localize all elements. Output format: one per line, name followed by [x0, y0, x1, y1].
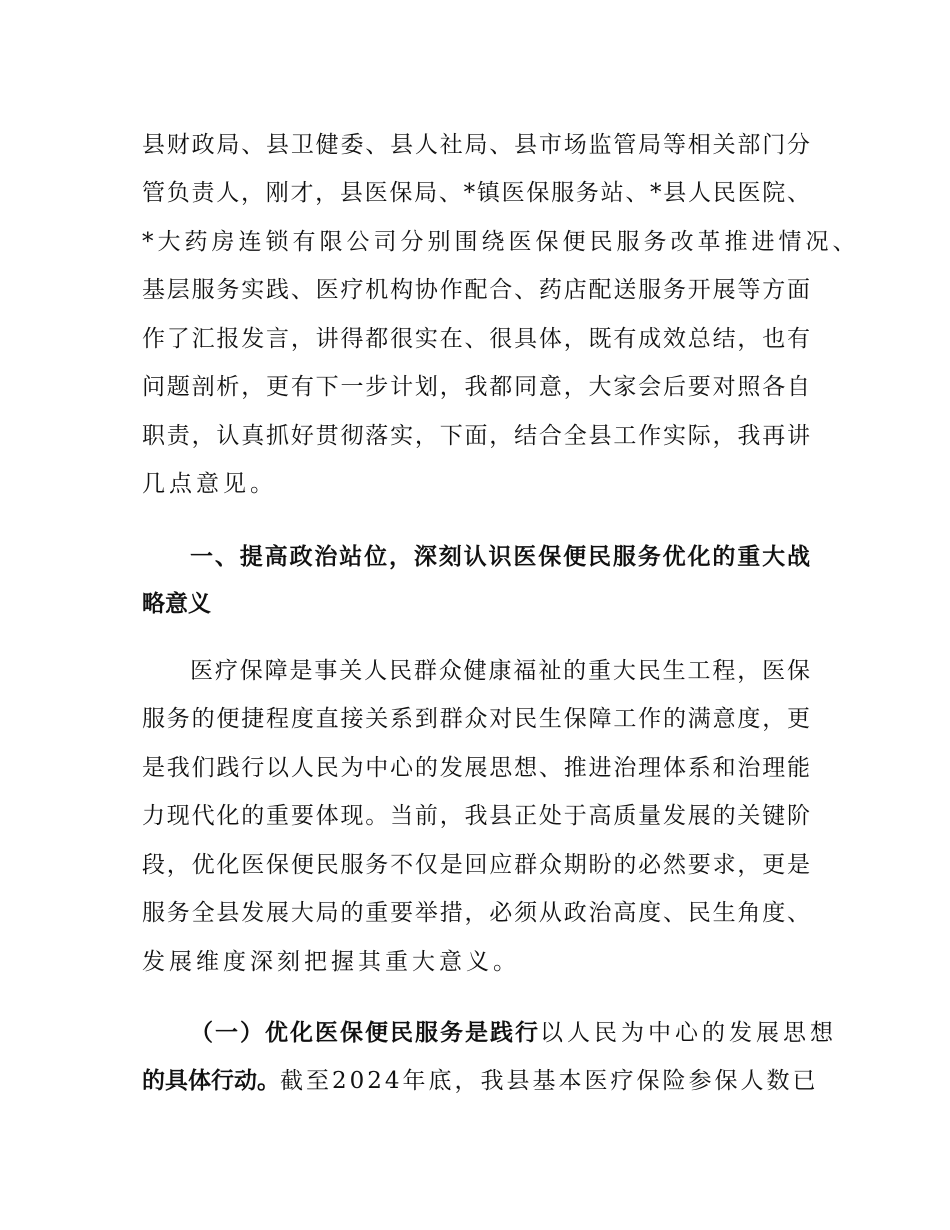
body-line: 医疗保障是事关人民群众健康福祉的重大民生工程，医保 [190, 658, 810, 684]
body-line: *大药房连锁有限公司分别围绕医保便民服务改革推进情况、 [142, 229, 860, 255]
body-line: 段，优化医保便民服务不仅是回应群众期盼的必然要求，更是 [142, 852, 810, 878]
body-line: 县财政局、县卫健委、县人社局、县市场监管局等相关部门分 [142, 132, 810, 158]
body-line: 职责，认真抓好贯彻落实，下面，结合全县工作实际，我再讲 [142, 423, 810, 449]
body-text: 截至2024年底，我县基本医疗保险参保人数已 [280, 1068, 819, 1094]
subheading-line [190, 1018, 837, 1048]
subheading-bold: 的具体行动。 [142, 1068, 280, 1094]
body-line: 几点意见。 [142, 471, 277, 497]
subheading-normal: 以人民为中心的发展思想 [540, 1020, 837, 1046]
body-line: 基层服务实践、医疗机构协作配合、药店配送服务开展等方面 [142, 277, 810, 303]
body-line: 管负责人，刚才，县医保局、*镇医保服务站、*县人民医院、 [142, 180, 810, 206]
body-line: 问题剖析，更有下一步计划，我都同意，大家会后要对照各自 [142, 374, 810, 400]
body-line: 服务全县发展大局的重要举措，必须从政治高度、民生角度、 [142, 900, 810, 926]
body-line: 作了汇报发言，讲得都很实在、很具体，既有成效总结，也有 [142, 326, 810, 352]
section-heading: 略意义 [142, 591, 211, 617]
subheading-line [142, 1066, 819, 1096]
subheading-bold: （一）优化医保便民服务是践行 [190, 1020, 540, 1046]
body-line: 服务的便捷程度直接关系到群众对民生保障工作的满意度，更 [142, 706, 810, 732]
body-line: 是我们践行以人民为中心的发展思想、推进治理体系和治理能 [142, 755, 810, 781]
section-heading: 一、提高政治站位，深刻认识医保便民服务优化的重大战 [190, 544, 810, 570]
body-line: 发展维度深刻把握其重大意义。 [142, 949, 520, 975]
body-line: 力现代化的重要体现。当前，我县正处于高质量发展的关键阶 [142, 803, 810, 829]
